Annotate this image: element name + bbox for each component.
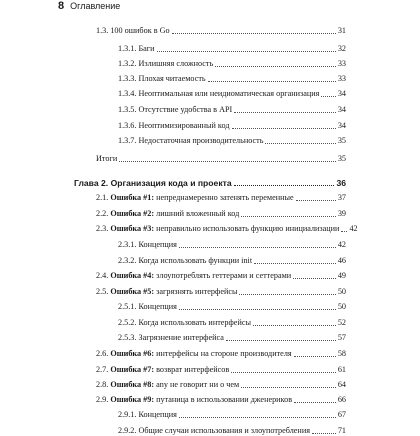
toc-entry-label [96, 365, 229, 375]
toc-row [118, 256, 346, 266]
toc-entry-label [118, 318, 251, 328]
toc-entry-page: 36 [336, 178, 346, 188]
toc-entry-page: 31 [337, 26, 346, 35]
toc-entry-mistake: Ошибка #1: [110, 193, 155, 202]
toc-entry-title: Отсутствие удобства в API [138, 105, 233, 114]
toc-entry-number: 2.5.2. [118, 318, 139, 327]
dot-leader [208, 81, 336, 82]
toc-entry-page: 34 [337, 121, 346, 130]
toc-row [118, 59, 346, 69]
toc-entry-title: злоупотреблять геттерами и сеттерами [156, 271, 292, 280]
toc-entry-title: Недостаточная производительность [138, 136, 264, 145]
dot-leader [234, 112, 336, 113]
running-title: Оглавление [70, 1, 121, 11]
toc-row [96, 209, 346, 219]
toc-entry-mistake: Ошибка #3: [110, 224, 155, 233]
dot-leader [179, 309, 336, 310]
dot-leader [341, 231, 347, 232]
dot-leader [265, 143, 335, 144]
toc-entry-label [118, 410, 177, 420]
toc-entry-label [96, 193, 294, 203]
toc-entry-label [118, 333, 224, 343]
toc-entry-label [96, 26, 170, 36]
dot-leader [293, 278, 336, 279]
toc-entry-title: неправильно использовать функцию инициализации [156, 224, 340, 233]
dot-leader [119, 161, 336, 162]
toc-entry-number: 2.5.3. [118, 333, 139, 342]
toc-entry-label [118, 136, 263, 146]
toc-entry-mistake: Ошибка #5: [110, 287, 155, 296]
toc-entry-page: 39 [337, 209, 346, 218]
toc-entry-number: 2.5. [96, 287, 111, 296]
toc-entry-number: 1.3.6. [118, 121, 139, 130]
toc-row [118, 89, 346, 99]
toc-entry-title: лишний вложенный код [156, 209, 240, 218]
toc-entry-label [118, 44, 155, 54]
toc-entry-page: 64 [337, 380, 346, 389]
toc-entry-title: возврат интерфейсов [156, 365, 230, 374]
toc-entry-number: 2.9.1. [118, 410, 139, 419]
toc-row [118, 302, 346, 312]
toc-row [118, 105, 346, 115]
toc-entry-label [96, 271, 291, 281]
dot-leader [215, 66, 336, 67]
dot-leader [239, 294, 335, 295]
toc-row [96, 395, 346, 405]
toc-entry-page: 52 [337, 318, 346, 327]
dot-leader [179, 417, 336, 418]
dot-leader [231, 372, 336, 373]
toc-row [96, 224, 358, 234]
toc-row [118, 318, 346, 328]
toc-chapter-row [74, 178, 346, 188]
toc-row [96, 349, 346, 359]
toc-row [96, 365, 346, 375]
toc-row [118, 426, 346, 436]
toc-row [96, 380, 346, 390]
toc-entry-label [96, 209, 239, 219]
toc-entry-number: 1.3.5. [118, 105, 139, 114]
toc-row [118, 74, 346, 84]
toc-entry-label [96, 395, 292, 405]
toc-entry-title: Неоптимальная или неидиоматическая организация [138, 89, 320, 98]
toc-entry-mistake: Ошибка #8: [110, 380, 155, 389]
toc-entry-title: Общие случаи использования и злоупотребления [138, 426, 310, 435]
toc-entry-number: 2.8. [96, 380, 111, 389]
toc-row [118, 410, 346, 420]
dot-leader [241, 216, 336, 217]
toc-entry-label [96, 224, 339, 234]
toc-entry-page: 67 [337, 410, 346, 419]
toc-entry-label [118, 302, 177, 312]
toc-entry-number: 2.3.1. [118, 240, 139, 249]
dot-leader [172, 33, 336, 34]
toc-entry-number: 1.3.7. [118, 136, 139, 145]
dot-leader [157, 51, 336, 52]
toc-entry-number: 2.2. [96, 209, 111, 218]
dot-leader [179, 247, 336, 248]
toc-row [96, 193, 346, 203]
toc-entry-title: 100 ошибок в Go [110, 26, 170, 35]
toc-entry-page: 58 [337, 349, 346, 358]
toc-entry-page: 32 [337, 44, 346, 53]
toc-row [96, 154, 346, 164]
toc-entry-number: 1.3.2. [118, 59, 139, 68]
toc-entry-title: Баги [138, 44, 155, 53]
toc-entry-label [118, 426, 310, 436]
toc-entry-number: 1.3.1. [118, 44, 139, 53]
dot-leader [296, 200, 336, 201]
toc-entry-page: 34 [337, 89, 346, 98]
toc-entry-page: 33 [337, 74, 346, 83]
toc-entry-label [74, 178, 232, 188]
toc-entry-title: Глава 2. Организация кода и проекта [74, 178, 232, 188]
toc-entry-mistake: Ошибка #9: [110, 395, 155, 404]
toc-entry-mistake: Ошибка #7: [110, 365, 155, 374]
dot-leader [312, 433, 336, 434]
toc-entry-title: Когда использовать функции init [138, 256, 253, 265]
toc-entry-title: any не говорит ни о чем [156, 380, 240, 389]
toc-entry-page: 49 [337, 271, 346, 280]
dot-leader [253, 325, 336, 326]
toc-entry-title: Концепция [138, 240, 177, 249]
toc-row [118, 136, 346, 146]
toc-row [96, 26, 346, 36]
toc-entry-page: 46 [337, 256, 346, 265]
dot-leader [294, 402, 336, 403]
toc-entry-number: 2.9. [96, 395, 111, 404]
toc-entry-page: 35 [337, 136, 346, 145]
toc-entry-label [118, 240, 177, 250]
toc-entry-title: непреднамеренно затенять переменные [156, 193, 294, 202]
toc-entry-number: 2.9.2. [118, 426, 139, 435]
toc-entry-title: интерфейсы на стороне производителя [156, 349, 292, 358]
toc-entry-page: 61 [337, 365, 346, 374]
toc-entry-mistake: Ошибка #4: [110, 271, 155, 280]
toc-entry-page: 50 [337, 287, 346, 296]
toc-entry-page: 50 [337, 302, 346, 311]
dot-leader [226, 340, 336, 341]
toc-entry-page: 42 [337, 240, 346, 249]
toc-entry-number: 2.3. [96, 224, 111, 233]
toc-entry-number: 1.3.3. [118, 74, 139, 83]
toc-entry-page: 37 [337, 193, 346, 202]
toc-entry-page: 42 [349, 224, 358, 233]
toc-entry-page: 33 [337, 59, 346, 68]
toc-entry-page: 71 [337, 426, 346, 435]
toc-entry-title: Концепция [138, 410, 177, 419]
toc-entry-title: Излишняя сложность [138, 59, 214, 68]
toc-entry-number: 2.5.1. [118, 302, 139, 311]
toc-entry-number: 2.4. [96, 271, 111, 280]
toc-entry-label [96, 349, 292, 359]
toc-entry-number: 1.3.4. [118, 89, 139, 98]
toc-entry-number: 1.3. [96, 26, 111, 35]
dot-leader [321, 96, 335, 97]
toc-entry-page: 34 [337, 105, 346, 114]
page-header [58, 0, 120, 12]
toc-row [96, 271, 346, 281]
toc-entry-label [118, 89, 319, 99]
toc-row [118, 121, 346, 131]
toc-entry-label [118, 74, 206, 84]
toc-entry-number: 2.1. [96, 193, 111, 202]
toc-row [118, 333, 346, 343]
toc-entry-page: 66 [337, 395, 346, 404]
dot-leader [232, 128, 336, 129]
page-number: 8 [58, 0, 65, 12]
dot-leader [241, 387, 336, 388]
toc-entry-title: Итоги [96, 154, 118, 163]
toc-entry-label [96, 287, 237, 297]
toc-entry-title: Загрязнение интерфейса [138, 333, 224, 342]
toc-entry-label [118, 59, 213, 69]
toc-entry-mistake: Ошибка #6: [110, 349, 155, 358]
toc-entry-title: Когда использовать интерфейсы [138, 318, 251, 327]
toc-entry-number: 2.6. [96, 349, 111, 358]
toc-entry-number: 2.7. [96, 365, 111, 374]
toc-entry-title: Неоптимизированный код [138, 121, 230, 130]
toc-entry-label [118, 121, 230, 131]
toc-row [96, 287, 346, 297]
toc-entry-label [118, 256, 252, 266]
toc-entry-page: 57 [337, 333, 346, 342]
toc-entry-mistake: Ошибка #2: [110, 209, 155, 218]
toc-entry-page: 35 [337, 154, 346, 163]
toc-entry-title: Концепция [138, 302, 177, 311]
dot-leader [234, 185, 335, 186]
toc-entry-label [96, 154, 117, 164]
toc-entry-title: Плохая читаемость [138, 74, 206, 83]
toc-entry-label [118, 105, 232, 115]
dot-leader [254, 263, 336, 264]
toc-row [118, 44, 346, 54]
toc-entry-label [96, 380, 239, 390]
toc-row [118, 240, 346, 250]
toc-entry-title: путаница в использовании дженериков [156, 395, 293, 404]
toc-entry-number: 2.3.2. [118, 256, 139, 265]
toc-entry-title: загрязнять интерфейсы [156, 287, 238, 296]
dot-leader [294, 356, 336, 357]
